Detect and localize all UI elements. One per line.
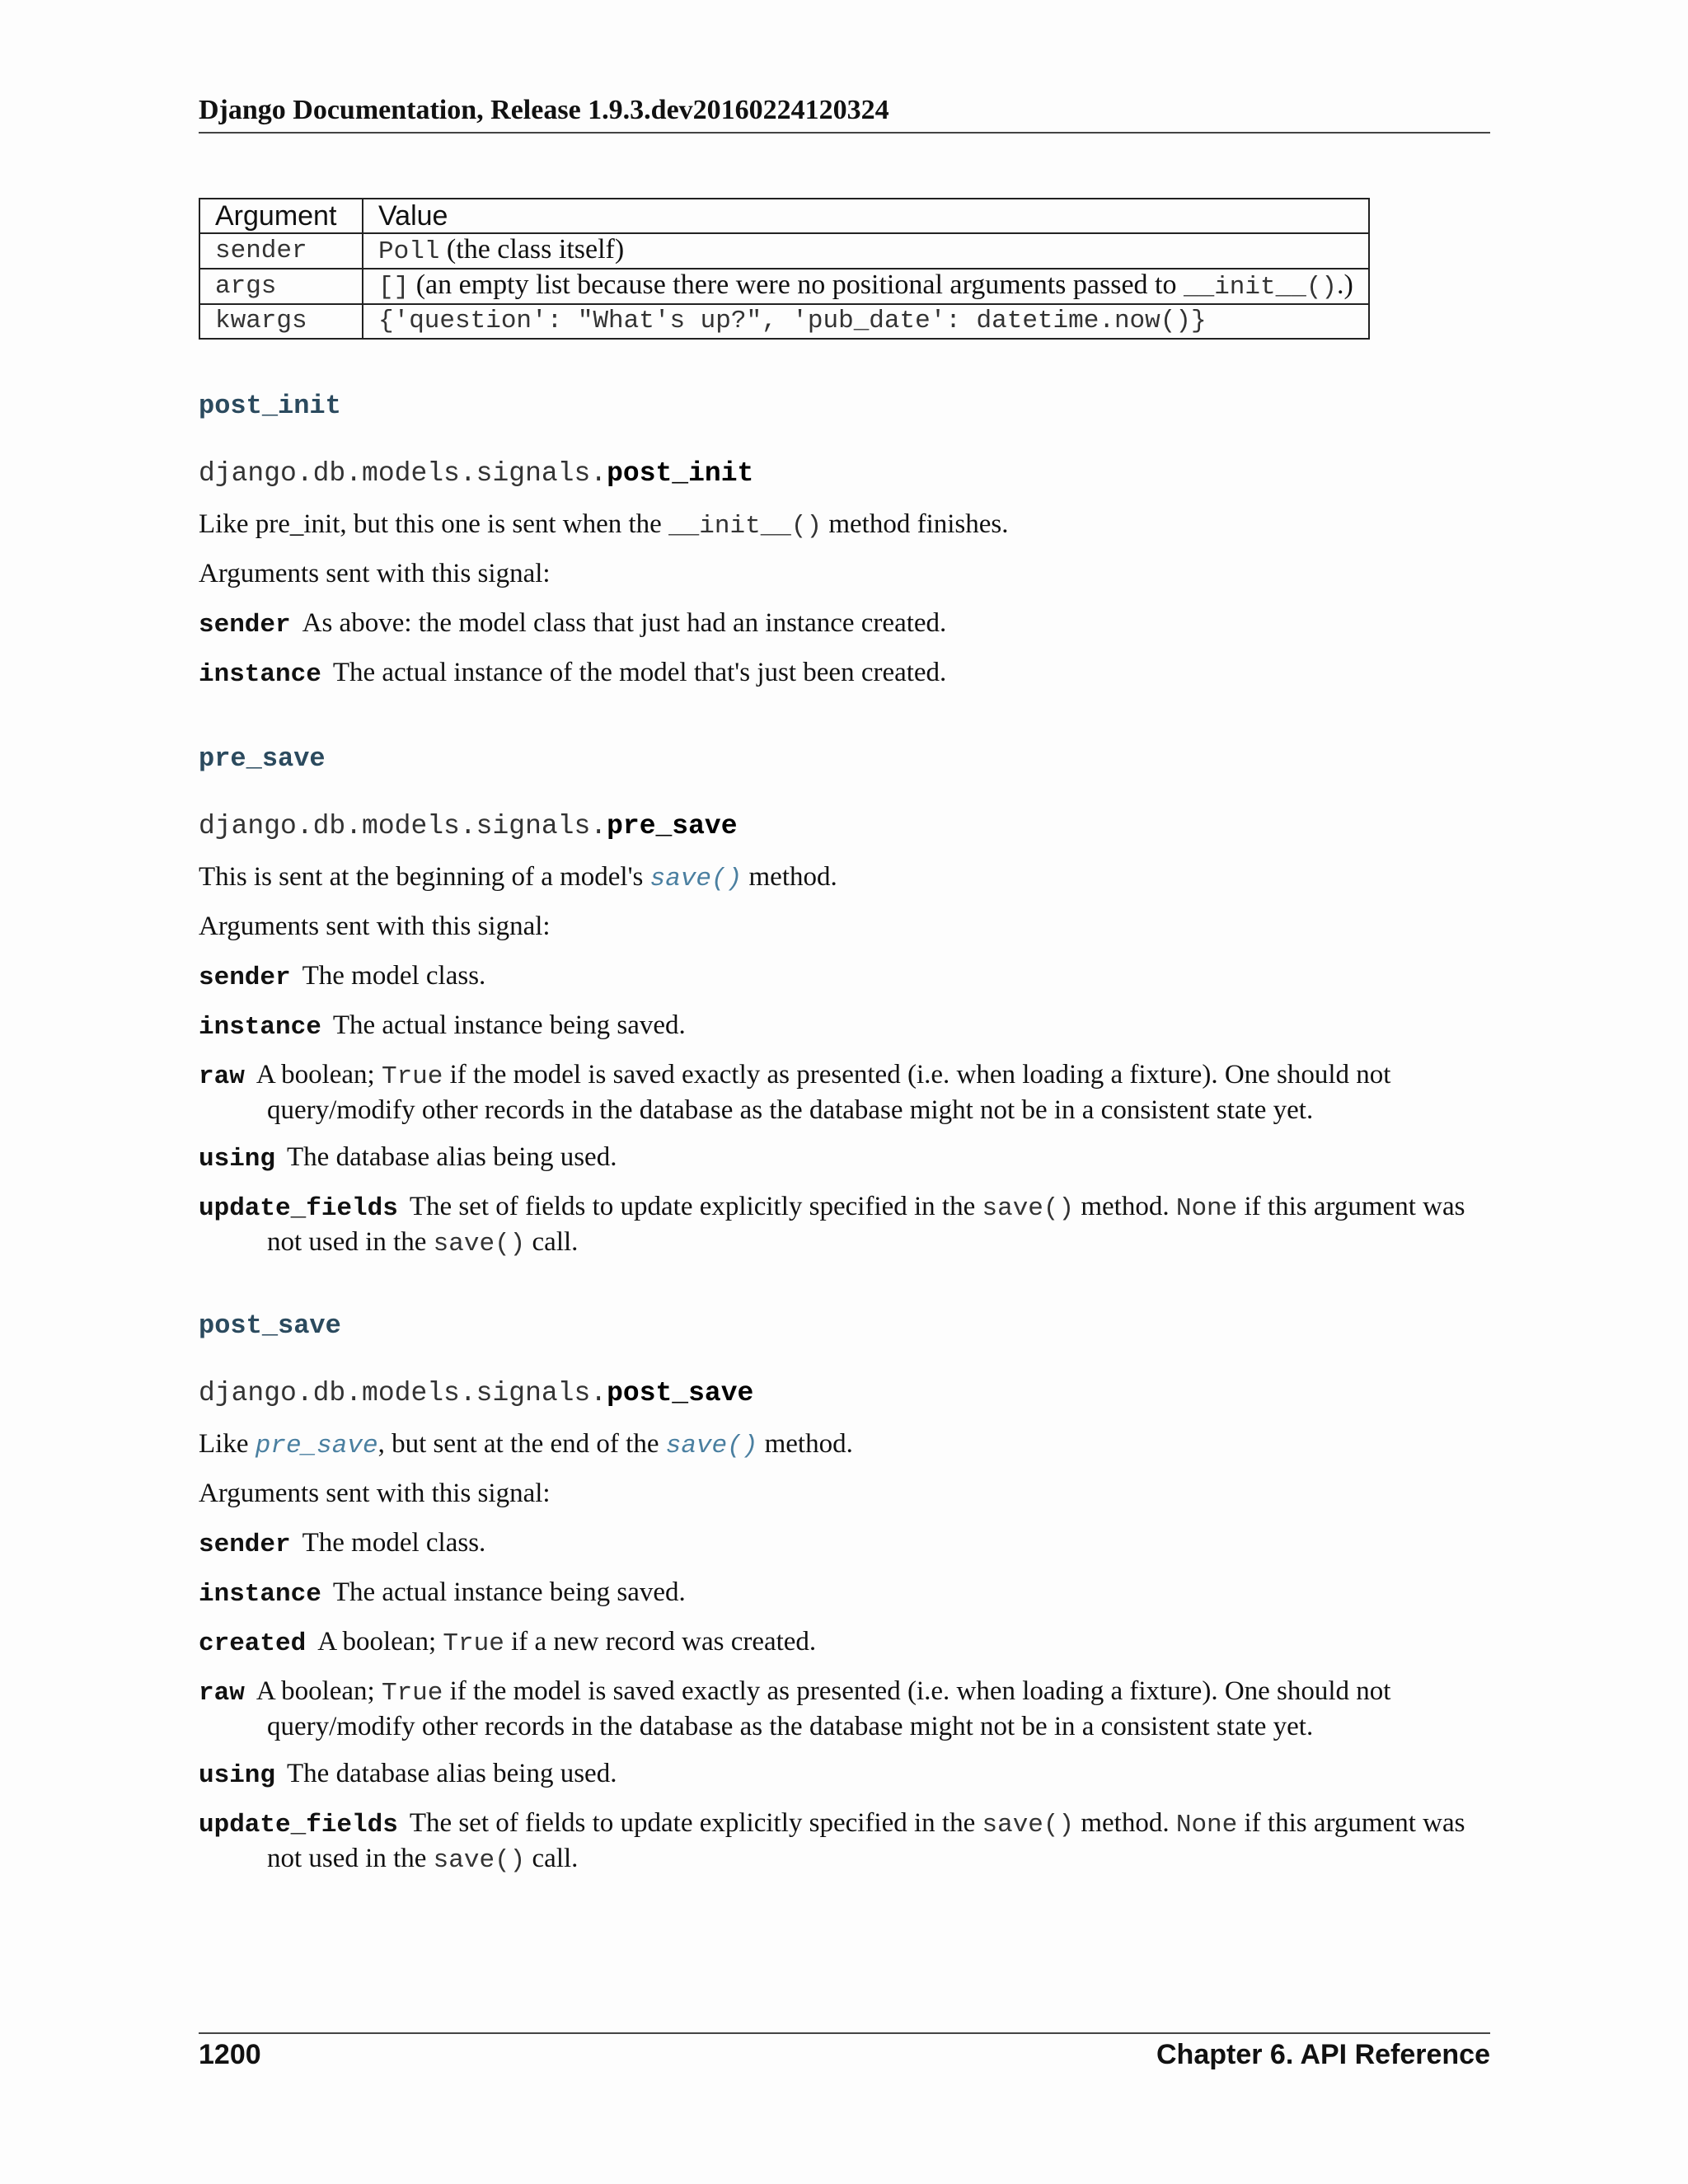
section-title-post-init: post_init (199, 391, 341, 421)
arg-instance: instance The actual instance being saved. (199, 1010, 686, 1042)
signature-post-init: django.db.models.signals.post_init (199, 458, 754, 489)
arg-update-fields: update_fields The set of fields to update explicitly specified in the save() method. None if this argument was not used in the save() call. (199, 1192, 1465, 1258)
arguments-table (199, 198, 1370, 340)
signature-pre-save: django.db.models.signals.pre_save (199, 811, 738, 841)
page-number: 1200 (199, 2039, 261, 2070)
table-header-row (199, 199, 1369, 233)
arg-update-fields: update_fields The set of fields to update explicitly specified in the save() method. None if this argument was not used in the save() call. (199, 1808, 1465, 1875)
table-cell-arg: sender (199, 233, 363, 269)
section-title-pre-save: pre_save (199, 743, 326, 774)
arg-sender: sender As above: the model class that just had an instance created. (199, 608, 947, 640)
table-cell-value: [] (an empty list because there were no positional arguments passed to __init__().) (363, 269, 1369, 304)
page-footer (199, 2032, 1490, 2071)
signature-post-save: django.db.models.signals.post_save (199, 1378, 754, 1408)
save-method-link[interactable]: save() (665, 1432, 758, 1460)
arg-using: using The database alias being used. (199, 1142, 617, 1174)
table-cell-arg: kwargs (199, 304, 363, 339)
description-post-save: Like pre_save, but sent at the end of the save() method. (199, 1429, 853, 1460)
table-row (199, 233, 1369, 269)
arg-sender: sender The model class. (199, 1528, 486, 1559)
arg-instance: instance The actual instance of the model that's just been created. (199, 658, 947, 689)
description-post-init: Like pre_init, but this one is sent when the __init__() method finishes. (199, 509, 1009, 541)
args-intro: Arguments sent with this signal: (199, 559, 551, 588)
table-cell-value: Poll (the class itself) (363, 233, 1369, 269)
column-header-value: Value (363, 199, 1369, 233)
arg-instance: instance The actual instance being saved. (199, 1577, 686, 1609)
args-intro: Arguments sent with this signal: (199, 1479, 551, 1508)
arg-raw: raw A boolean; True if the model is saved exactly as presented (i.e. when loading a fixture). One should not query/modify other records in the database as the database might not be in a consistent state yet. (199, 1676, 1391, 1741)
chapter-title: Chapter 6. API Reference (1156, 2039, 1490, 2070)
table-cell-value: {'question': "What's up?", 'pub_date': datetime.now()} (363, 304, 1369, 339)
header-title: Django Documentation, Release 1.9.3.dev20160224120324 (199, 95, 889, 125)
page-header (199, 92, 1490, 134)
table-cell-arg: args (199, 269, 363, 304)
arg-sender: sender The model class. (199, 961, 486, 992)
save-method-link[interactable]: save() (649, 865, 743, 893)
pre-save-link[interactable]: pre_save (255, 1432, 378, 1460)
description-pre-save: This is sent at the beginning of a model's save() method. (199, 862, 837, 893)
arg-created: created A boolean; True if a new record was created. (199, 1627, 817, 1658)
arg-using: using The database alias being used. (199, 1759, 617, 1790)
arg-raw: raw A boolean; True if the model is saved exactly as presented (i.e. when loading a fixture). One should not query/modify other records in the database as the database might not be in a consistent state yet. (199, 1060, 1391, 1125)
table-row (199, 269, 1369, 304)
section-title-post-save: post_save (199, 1310, 341, 1341)
column-header-argument: Argument (199, 199, 363, 233)
args-intro: Arguments sent with this signal: (199, 912, 551, 941)
table-row (199, 304, 1369, 339)
